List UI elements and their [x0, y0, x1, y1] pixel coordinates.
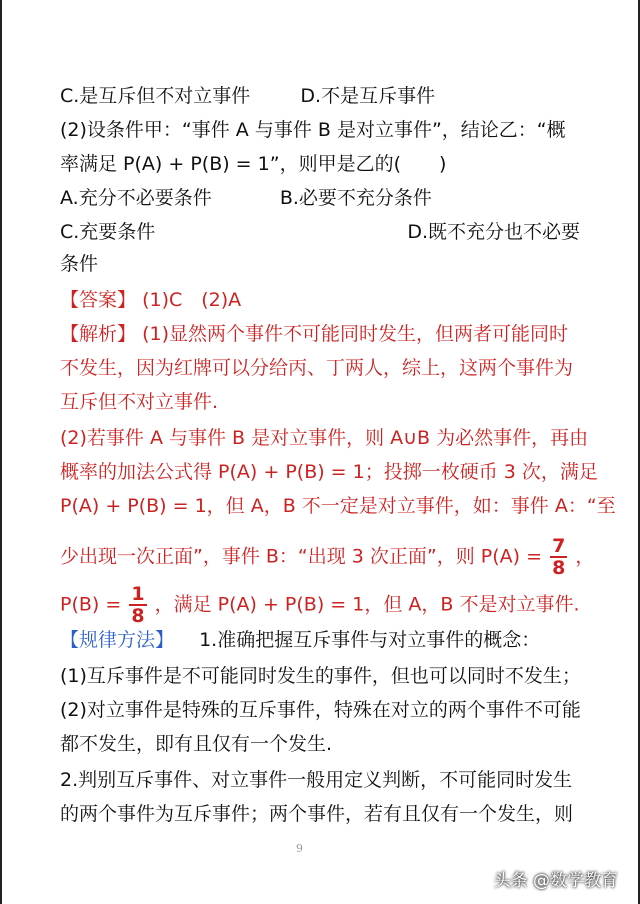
analysis-line3: 互斥但不对立事件.: [60, 391, 219, 413]
analysis-text-8-start: P(B) =: [60, 593, 122, 616]
q2-option-c: C.充要条件: [60, 221, 156, 243]
q2-option-d: D.既不充分也不必要: [407, 221, 580, 243]
method-label: 【规律方法】: [60, 629, 175, 651]
method-line2: (2)对立事件是特殊的互斥事件，特殊在对立的两个事件不可能: [60, 699, 581, 721]
method-line1: (1)互斥事件是不可能同时发生的事件，但也可以同时不发生；: [60, 665, 581, 687]
fraction-denominator: 8: [552, 557, 566, 579]
analysis-line1: [60, 320, 568, 348]
watermark: 头条 @数学教育: [493, 871, 618, 891]
method-line3: 都不发生，即有且仅有一个发生.: [60, 733, 333, 755]
left-border: [0, 0, 2, 904]
analysis-line8: [60, 584, 580, 626]
fraction-7-8: [550, 536, 567, 578]
fraction-denominator: 8: [131, 605, 145, 627]
fraction-numerator: 7: [552, 535, 566, 557]
method-heading: 1.准确把握互斥事件与对立事件的概念：: [180, 629, 541, 651]
q2-stem-line1: (2)设条件甲：“事件 A 与事件 B 是对立事件”，结论乙：“概: [60, 119, 566, 141]
analysis-line4: (2)若事件 A 与事件 B 是对立事件，则 A∪B 为必然事件，再由: [60, 427, 589, 449]
analysis-text-1: (1)显然两个事件不可能同时发生，但两者可能同时: [142, 323, 568, 345]
analysis-line6: P(A) + P(B) = 1，但 A，B 不一定是对立事件，如：事件 A：“至: [60, 495, 616, 517]
q2-options-cd: [60, 218, 580, 246]
q2-option-d-cont: 条件: [60, 253, 99, 275]
method-line5: 的两个事件为互斥事件；两个事件，若有且仅有一个发生，则: [60, 803, 574, 825]
q1-option-c: C.是互斥但不对立事件: [60, 85, 251, 107]
q2-stem-line2: 率满足 P(A) + P(B) = 1”，则甲是乙的( ): [60, 153, 447, 175]
answer-label: 【答案】: [60, 289, 137, 311]
q2-option-b: B.必要不充分条件: [279, 187, 432, 209]
q1-option-d: D.不是互斥事件: [300, 85, 436, 107]
answer-text: (1)C (2)A: [142, 289, 242, 311]
analysis-line2: 不发生，因为红牌可以分给丙、丁两人，综上，这两个事件为: [60, 357, 574, 379]
analysis-line7: [60, 536, 594, 578]
fraction-numerator: 1: [131, 583, 145, 605]
method-heading-line: [60, 626, 540, 654]
analysis-text-7: 少出现一次正面”，事件 B：“出现 3 次正面”，则 P(A) =: [60, 545, 543, 568]
answer-line: [60, 286, 241, 314]
q2-option-a: A.充分不必要条件: [60, 187, 212, 209]
page-number: 9: [296, 842, 303, 855]
analysis-line5: 概率的加法公式得 P(A) + P(B) = 1；投掷一枚硬币 3 次，满足: [60, 461, 598, 483]
analysis-text-7-end: ，: [575, 545, 595, 568]
analysis-text-8-end: ，满足 P(A) + P(B) = 1，但 A，B 不是对立事件.: [154, 593, 580, 616]
analysis-label: 【解析】: [60, 323, 137, 345]
q2-options-ab: [60, 184, 432, 212]
method-line4: 2.判别互斥事件、对立事件一般用定义判断，不可能同时发生: [60, 769, 573, 791]
fraction-1-8: [129, 584, 146, 626]
q1-options-cd: [60, 82, 435, 110]
